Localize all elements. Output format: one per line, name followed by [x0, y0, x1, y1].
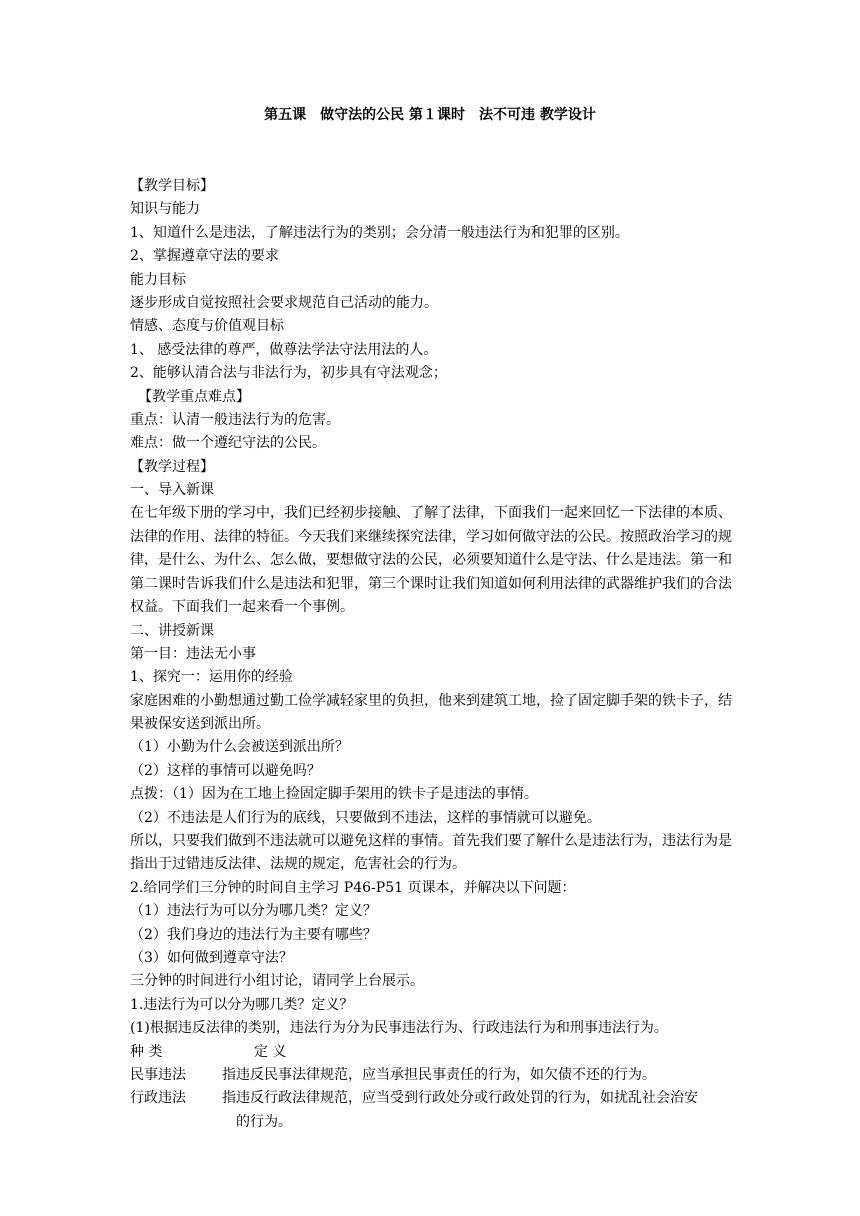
answer-question: 1.违法行为可以分为哪几类？定义？ — [130, 996, 354, 1013]
table-row — [130, 1087, 732, 1134]
table-header-kind: 种 类 — [130, 1043, 163, 1060]
table-row-definition: 指违反行政法律规范，应当受到行政处分或行政处罚的行为，如扰乱社会治安 — [222, 1090, 698, 1107]
case-paragraph: 家庭困难的小勤想通过勤工俭学减轻家里的负担，他来到建筑工地，捡了固定脚手架的铁卡子，结果被保安送到派出所。 — [130, 692, 732, 733]
knowledge-heading: 知识与能力 — [130, 201, 200, 218]
table-row — [130, 1064, 732, 1087]
table-row-kind: 行政违法 — [130, 1090, 186, 1107]
answer-1: (1)根据违反法律的类别，违法行为分为民事违法行为、行政违法行为和刑事违法行为。 — [130, 1020, 668, 1037]
table-row-definition-cont: 的行为。 — [236, 1113, 292, 1130]
difficulty-point: 难点：做一个遵纪守法的公民。 — [130, 435, 326, 452]
emotion-item-2: 2、能够认清合法与非法行为，初步具有守法观念； — [130, 365, 447, 382]
keypoints-heading: 【教学重点难点】 — [138, 388, 250, 405]
item1-heading: 第一目：违法无小事 — [130, 645, 256, 662]
question-2: （2）这样的事情可以避免吗？ — [130, 762, 321, 779]
table-row-definition-wrap — [222, 1087, 732, 1134]
table-header — [130, 1041, 732, 1064]
table-header-definition: 定 义 — [254, 1043, 287, 1060]
task-line: 2.给同学们三分钟的时间自主学习 P46-P51 页课本，并解决以下问题： — [130, 879, 576, 896]
knowledge-item-1: 1、知道什么是违法，了解违法行为的类别；会分清一般违法行为和犯罪的区别。 — [130, 224, 629, 241]
explore1-heading: 1、探究一：运用你的经验 — [130, 669, 293, 686]
task-question-3: （3）如何做到遵章守法？ — [130, 950, 293, 967]
ability-heading: 能力目标 — [130, 271, 186, 288]
process-heading: 【教学过程】 — [130, 458, 214, 475]
emotion-heading: 情感、态度与价值观目标 — [130, 318, 284, 335]
table-row-kind: 民事违法 — [130, 1066, 186, 1083]
emotion-item-1: 1、 感受法律的尊严，做尊法学法守法用法的人。 — [130, 341, 438, 358]
task-question-1: （1）违法行为可以分为哪几类？定义？ — [130, 903, 377, 920]
new-lesson-heading: 二、讲授新课 — [130, 622, 214, 639]
intro-paragraph: 在七年级下册的学习中，我们已经初步接触、了解了法律，下面我们一起来回忆一下法律的本质、法律的作用、法律的特征。今天我们来继续探究法律，学习如何做守法的公民。按照政治学习的规律，是什么、为什么、怎么做，要想做守法的公民，必须要知道什么是守法、什么是违法。第一和第二课时告诉我们什么是违法和犯罪，第三个课时让我们知道如何利用法律的武器维护我们的合法权益。下面我们一起来看一个事例。 — [130, 505, 732, 616]
objectives-heading: 【教学目标】 — [130, 178, 214, 194]
knowledge-item-2: 2、掌握遵章守法的要求 — [130, 248, 279, 265]
page-title: 第五课 做守法的公民 第１课时 法不可违 教学设计 — [264, 107, 596, 123]
intro-heading: 一、导入新课 — [130, 482, 214, 499]
hint-2: （2）不违法是人们行为的底线，只要做到不违法，这样的事情就可以避免。 — [130, 809, 601, 826]
table-row-definition: 指违反民事法律规范，应当承担民事责任的行为，如欠债不还的行为。 — [222, 1066, 656, 1083]
conclusion-paragraph: 所以，只要我们做到不违法就可以避免这样的事情。首先我们要了解什么是违法行为，违法行为是指出于过错违反法律、法规的规定，危害社会的行为。 — [130, 833, 732, 873]
ability-item-1: 逐步形成自觉按照社会要求规范自己活动的能力。 — [130, 294, 438, 311]
discussion-line: 三分钟的时间进行小组讨论，请同学上台展示。 — [130, 973, 424, 990]
question-1: （1）小勤为什么会被送到派出所？ — [130, 739, 349, 756]
hint-1: 点拨：（1）因为在工地上捡固定脚手架用的铁卡子是违法的事情。 — [130, 786, 538, 803]
task-question-2: （2）我们身边的违法行为主要有哪些？ — [130, 926, 377, 943]
key-point: 重点：认清一般违法行为的危害。 — [130, 411, 340, 428]
document-body — [130, 175, 732, 1134]
